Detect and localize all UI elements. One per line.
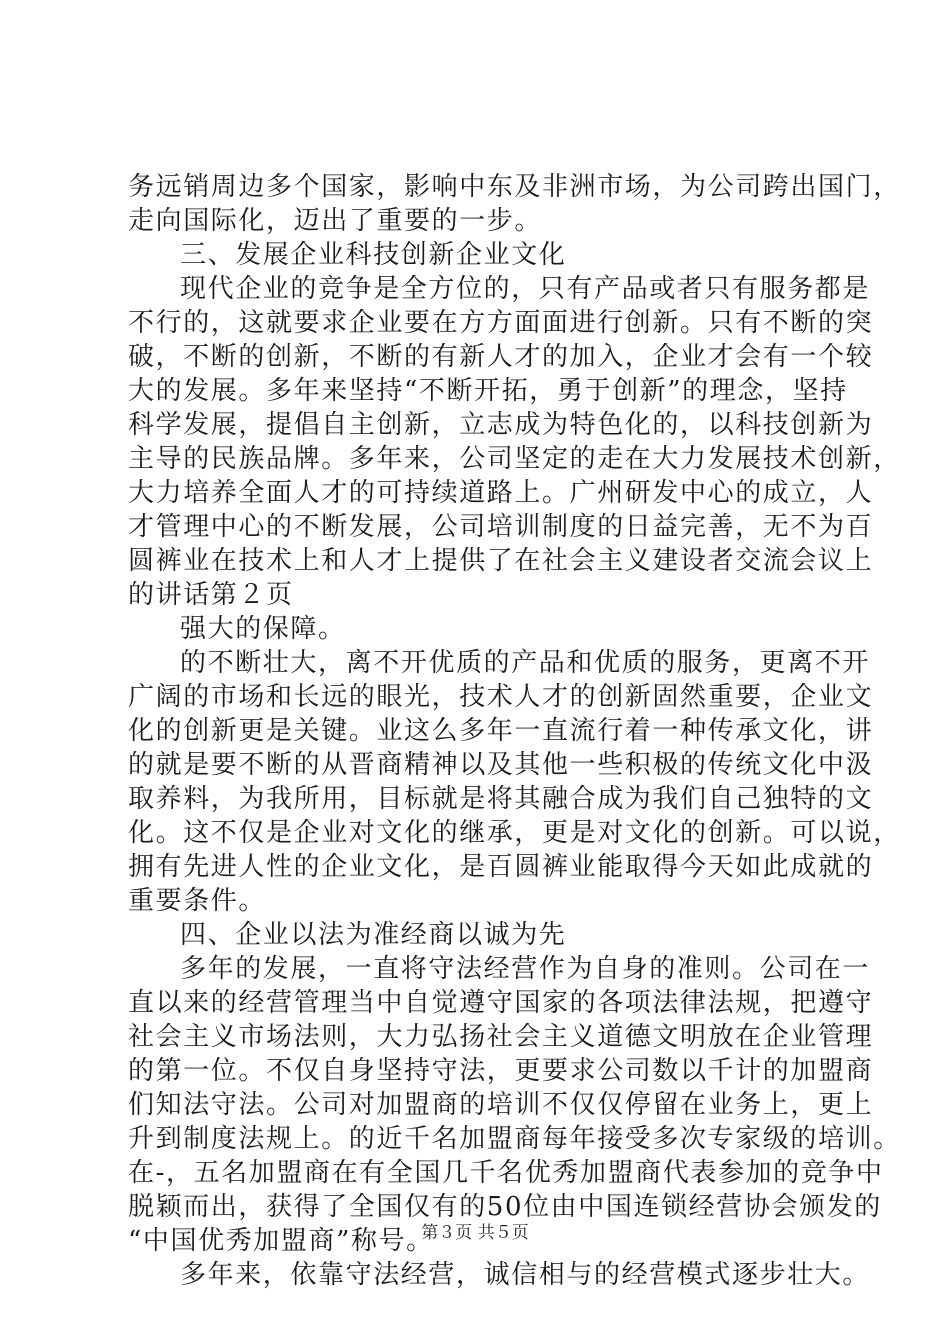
- text-line: 的第一位。不仅自身坚持守法，更要求公司数以千计的加盟商: [128, 1056, 874, 1086]
- text-line: 化。这不仅是企业对文化的继承，更是对文化的创新。可以说，: [128, 818, 901, 848]
- text-line: 科学发展，提倡自主创新，立志成为特色化的，以科技创新为: [128, 410, 874, 440]
- text-line: 强大的保障。: [180, 614, 346, 644]
- text-line: 的就是要不断的从晋商精神以及其他一些积极的传统文化中汲: [128, 750, 874, 780]
- text-line: 重要条件。: [128, 886, 267, 916]
- text-line: 在-，五名加盟商在有全国几千名优秀加盟商代表参加的竞争中: [128, 1158, 884, 1188]
- text-line: 多年来，依靠守法经营，诚信相与的经营模式逐步壮大。: [180, 1260, 871, 1290]
- text-line: 走向国际化，迈出了重要的一步。: [128, 206, 543, 236]
- text-line: “中国优秀加盟商”称号。: [128, 1226, 434, 1256]
- text-line: 直以来的经营管理当中自觉遵守国家的各项法律法规，把遵守: [128, 988, 874, 1018]
- text-line: 多年的发展，一直将守法经营作为自身的准则。公司在一: [180, 954, 871, 984]
- text-line: 四、企业以法为准经商以诚为先: [180, 920, 567, 950]
- text-line: 取养料，为我所用，目标就是将其融合成为我们自己独特的文: [128, 784, 874, 814]
- text-line: 广阔的市场和长远的眼光，技术人才的创新固然重要，企业文: [128, 682, 874, 712]
- text-line: 务远销周边多个国家，影响中东及非洲市场，为公司跨出国门，: [128, 172, 901, 202]
- text-line: 脱颖而出，获得了全国仅有的50位由中国连锁经营协会颁发的: [128, 1192, 882, 1222]
- text-line: 们知法守法。公司对加盟商的培训不仅仅停留在业务上，更上: [128, 1090, 874, 1120]
- text-line: 拥有先进人性的企业文化，是百圆裤业能取得今天如此成就的: [128, 852, 874, 882]
- text-line: 主导的民族品牌。多年来，公司坚定的走在大力发展技术创新，: [128, 444, 901, 474]
- text-line: 不行的，这就要求企业要在方方面面进行创新。只有不断的突: [128, 308, 874, 338]
- text-line: 大力培养全面人才的可持续道路上。广州研发中心的成立，人: [128, 478, 874, 508]
- text-line: 的不断壮大，离不开优质的产品和优质的服务，更离不开: [180, 648, 871, 678]
- text-line: 的讲话第２页: [128, 580, 294, 610]
- page-footer: 第３页 共５页: [421, 1223, 529, 1243]
- text-line: 三、发展企业科技创新企业文化: [180, 240, 567, 270]
- text-line: 化的创新更是关键。业这么多年一直流行着一种传承文化，讲: [128, 716, 874, 746]
- text-line: 现代企业的竞争是全方位的，只有产品或者只有服务都是: [180, 274, 871, 304]
- text-line: 圆裤业在技术上和人才上提供了在社会主义建设者交流会议上: [128, 546, 874, 576]
- text-line: 社会主义市场法则，大力弘扬社会主义道德文明放在企业管理: [128, 1022, 874, 1052]
- text-line: 才管理中心的不断发展，公司培训制度的日益完善，无不为百: [128, 512, 874, 542]
- document-body: [128, 170, 901, 1292]
- text-line: 升到制度法规上。的近千名加盟商每年接受多次专家级的培训。: [128, 1124, 901, 1154]
- text-line: 破，不断的创新，不断的有新人才的加入，企业才会有一个较: [128, 342, 874, 372]
- text-line: 大的发展。多年来坚持“不断开拓，勇于创新”的理念，坚持: [128, 376, 848, 406]
